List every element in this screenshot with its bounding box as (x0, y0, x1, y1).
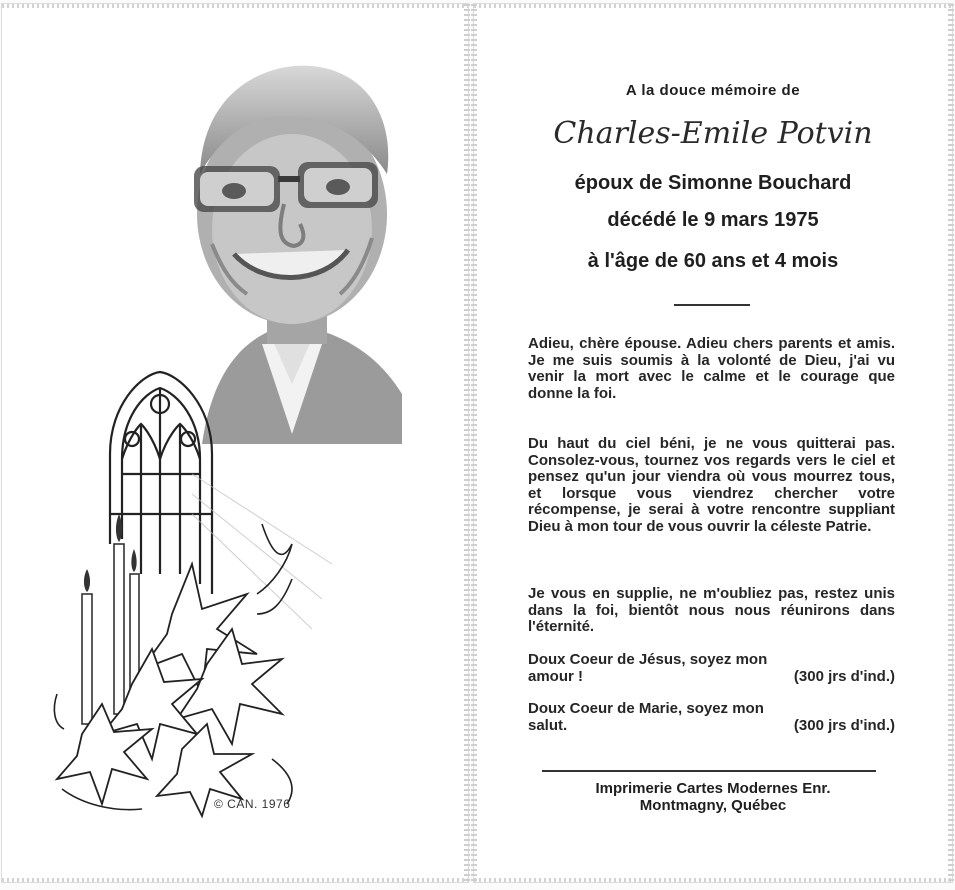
card-bottom-edge (2, 878, 468, 882)
prayer-ending: salut. (528, 716, 568, 734)
indulgence-note: (300 jrs d'ind.) (793, 667, 895, 685)
copyright-credit: © CAN. 1976 (214, 797, 291, 811)
divider-short (674, 304, 750, 306)
prayer-ending: amour ! (528, 667, 584, 685)
memorial-card-left (2, 4, 468, 882)
prayer-text: Doux Coeur de Marie, soyez mon (528, 700, 764, 717)
divider-long (542, 770, 876, 772)
intro-text: A la douce mémoire de (625, 82, 801, 99)
prayer-line (528, 669, 895, 686)
prayer-line (528, 701, 895, 718)
card-bottom-edge (474, 878, 952, 882)
printer-name: Imprimerie Cartes Modernes Enr. (595, 780, 831, 797)
farewell-paragraph: Adieu, chère épouse. Adieu chers parents et amis. Je me suis soumis à la volonté de Dieu, j'ai vu venir la mort avec le calme et le courage que donne la foi. (528, 335, 895, 402)
plea-paragraph: Je vous en supplie, ne m'oubliez pas, restez unis dans la foi, bientôt nous nous réunirons dans l'éternité. (528, 585, 895, 635)
death-date-line: décédé le 9 mars 1975 (607, 209, 819, 231)
prayer-text: Doux Coeur de Jésus, soyez mon (528, 651, 768, 668)
age-line: à l'âge de 60 ans et 4 mois (587, 250, 839, 272)
indulgence-note: (300 jrs d'ind.) (793, 716, 895, 734)
prayer-line (528, 718, 895, 735)
deceased-name: Charles-Emile Potvin (553, 116, 873, 151)
gothic-window-lilies-candles-icon (42, 364, 342, 819)
spouse-line: époux de Simonne Bouchard (574, 172, 852, 194)
card-right-edge (464, 4, 470, 882)
memorial-card-right (474, 4, 952, 882)
prayer-line (528, 652, 895, 669)
card-top-edge (2, 4, 468, 8)
printer-location: Montmagny, Québec (639, 797, 787, 814)
heaven-paragraph: Du haut du ciel béni, je ne vous quitterai pas. Consolez-vous, tournez vos regards vers le ciel et pensez qu'un jour viendra où vous mourrez tous, et lorsque vous viendrez chercher votre récompense, je serai à votre rencontre suppliant Dieu à mon tour de vous ouvrir la céleste Patrie. (528, 435, 895, 535)
prayer-jesus (528, 652, 895, 685)
prayer-marie (528, 701, 895, 734)
card-top-edge (474, 4, 952, 8)
